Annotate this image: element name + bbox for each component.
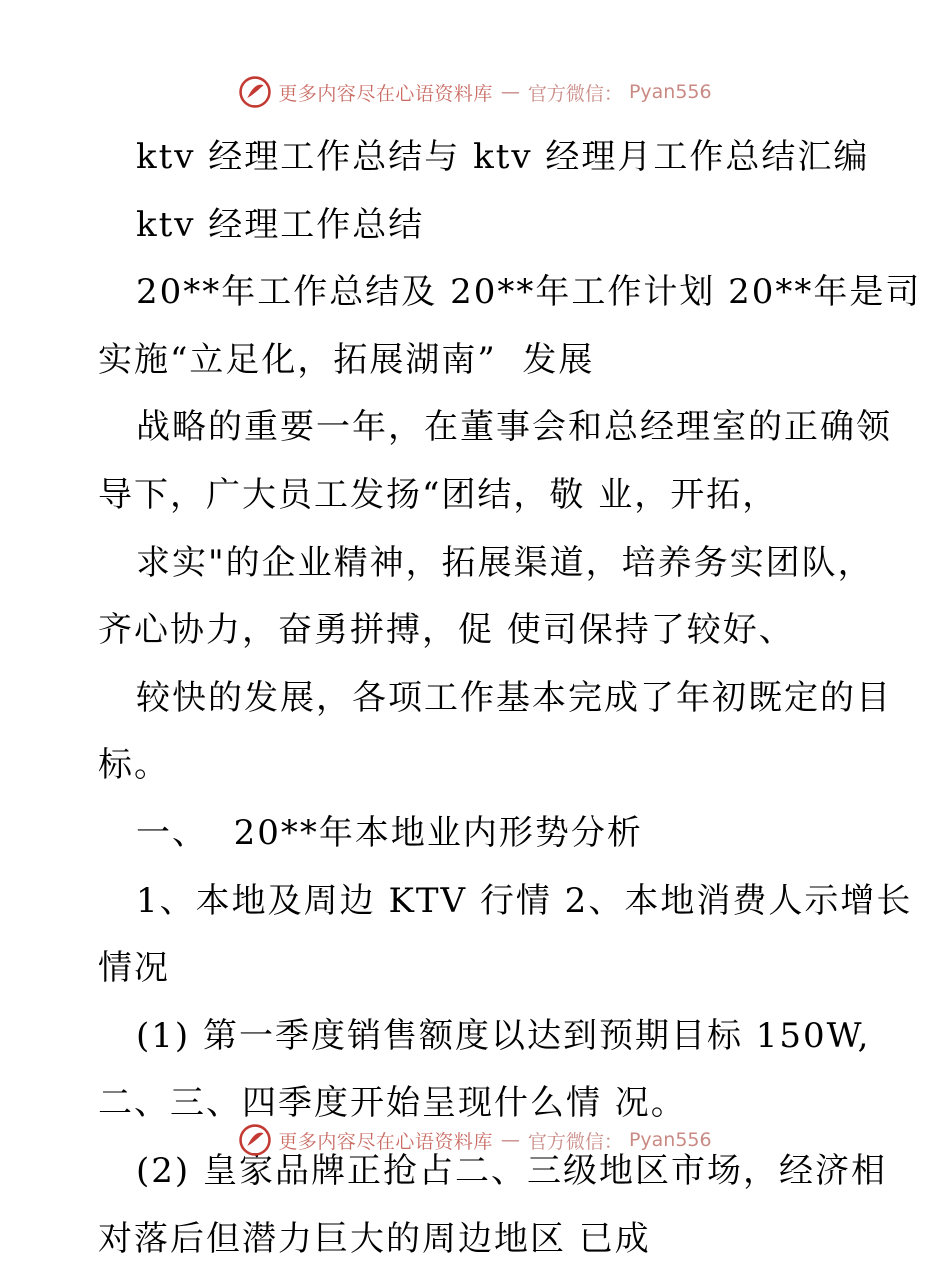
- watermark-id: Pyan556: [629, 1129, 712, 1151]
- paragraph-line: 二、三、四季度开始呈现什么情 况。: [98, 1070, 858, 1138]
- paragraph-line: 对落后但潜力巨大的周边地区 已成: [98, 1206, 858, 1273]
- paragraph-line: 导下，广大员工发扬“团结，敬 业，开拓，: [98, 462, 858, 530]
- paragraph-line: 较快的发展，各项工作基本完成了年初既定的目: [98, 665, 858, 733]
- header-watermark: [0, 72, 950, 112]
- watermark-id: Pyan556: [629, 81, 712, 103]
- seal-logo-icon: [238, 75, 272, 109]
- watermark-text: 更多内容尽在心语资料库: [278, 1127, 493, 1154]
- paragraph-line: 情况: [98, 935, 858, 1003]
- watermark-separator: —: [501, 81, 520, 103]
- watermark-separator: —: [501, 1129, 520, 1151]
- section-heading: 一、 20**年本地业内形势分析: [98, 800, 858, 868]
- footer-watermark: [0, 1120, 950, 1160]
- paragraph-line: 1、本地及周边 KTV 行情 2、本地消费人示增长: [98, 868, 858, 936]
- seal-logo-icon: [238, 1123, 272, 1157]
- document-title: ktv 经理工作总结与 ktv 经理月工作总结汇编: [98, 124, 858, 192]
- paragraph-line: 20**年工作总结及 20**年工作计划 20**年是司: [98, 259, 858, 327]
- paragraph-line: 齐心协力，奋勇拼搏，促 使司保持了较好、: [98, 597, 858, 665]
- paragraph-line: 战略的重要一年，在董事会和总经理室的正确领: [98, 394, 858, 462]
- paragraph-line: (2) 皇家品牌正抢占二、三级地区市场，经济相: [98, 1138, 858, 1206]
- section-title: ktv 经理工作总结: [98, 192, 858, 260]
- watermark-label: 官方微信：: [528, 79, 623, 106]
- document-body: [98, 124, 858, 1273]
- watermark-text: 更多内容尽在心语资料库: [278, 79, 493, 106]
- paragraph-line: 实施“立足化，拓展湖南” 发展: [98, 327, 858, 395]
- paragraph-line: 标。: [98, 732, 858, 800]
- paragraph-line: (1) 第一季度销售额度以达到预期目标 150W,: [98, 1003, 858, 1071]
- watermark-label: 官方微信：: [528, 1127, 623, 1154]
- paragraph-line: 求实"的企业精神，拓展渠道，培养务实团队，: [98, 530, 858, 598]
